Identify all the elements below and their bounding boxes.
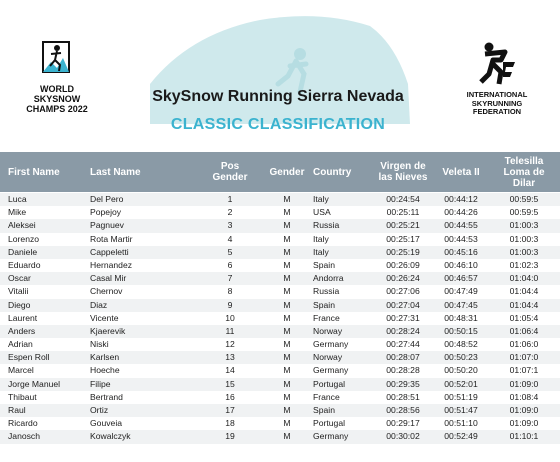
cell-gender: M	[283, 259, 291, 270]
cell-virgen: 00:30:02	[386, 431, 420, 442]
cell-virgen: 00:25:11	[386, 207, 420, 218]
cell-veleta: 00:48:31	[444, 312, 478, 323]
cell-country: Germany	[313, 431, 349, 442]
table-header	[0, 152, 560, 192]
cell-gender: M	[283, 391, 291, 402]
cell-last-name: Chernov	[90, 286, 123, 297]
cell-last-name: Hernandez	[90, 259, 133, 270]
table-row	[0, 430, 560, 443]
cell-country: Germany	[313, 365, 349, 376]
right-logo-line-3: FEDERATION	[472, 107, 522, 116]
isf-logo-icon	[475, 40, 519, 86]
left-logo-line-1: WORLD	[40, 84, 74, 94]
cell-first-name: Thibaut	[8, 391, 37, 402]
cell-gender: M	[283, 339, 291, 350]
cell-veleta: 00:47:45	[444, 299, 478, 310]
cell-gender: M	[283, 207, 291, 218]
cell-pos-gender: 4	[227, 233, 233, 244]
table-row	[0, 417, 560, 430]
col-telesilla: Telesilla Loma de Dilar	[503, 155, 545, 189]
right-logo-line-1: INTERNATIONAL	[466, 90, 528, 99]
cell-country: Italy	[313, 246, 329, 257]
cell-last-name: Kowalczyk	[90, 431, 131, 442]
cell-veleta: 00:44:55	[444, 220, 478, 231]
cell-gender: M	[283, 246, 291, 257]
cell-pos-gender: 8	[227, 286, 233, 297]
table-row	[0, 325, 560, 338]
cell-virgen: 00:26:09	[386, 259, 420, 270]
cell-first-name: Espen Roll	[8, 352, 50, 363]
table-row	[0, 312, 560, 325]
cell-virgen: 00:28:56	[386, 405, 420, 415]
cell-virgen: 00:24:54	[386, 194, 420, 204]
cell-pos-gender: 18	[225, 418, 235, 429]
cell-gender: M	[283, 352, 291, 363]
cell-last-name: Kjaerevik	[90, 325, 126, 336]
cell-virgen: 00:25:19	[386, 246, 420, 257]
cell-country: France	[313, 391, 340, 402]
cell-telesilla: 01:09:0	[509, 418, 539, 429]
cell-telesilla: 01:09:0	[509, 378, 539, 389]
cell-gender: M	[283, 220, 291, 231]
table-row	[0, 391, 560, 404]
cell-pos-gender: 6	[227, 259, 233, 270]
cell-country: Italy	[313, 233, 329, 244]
cell-gender: M	[283, 233, 291, 244]
cell-telesilla: 01:00:3	[509, 246, 539, 257]
cell-virgen: 00:28:07	[386, 352, 420, 363]
cell-last-name: Vicente	[90, 312, 119, 323]
cell-last-name: Ortiz	[90, 405, 109, 415]
runner-figure-icon	[37, 38, 77, 84]
cell-gender: M	[283, 365, 291, 376]
cell-last-name: Filipe	[90, 378, 111, 389]
cell-virgen: 00:25:21	[386, 220, 420, 231]
cell-first-name: Adrian	[8, 339, 33, 350]
cell-virgen: 00:29:17	[386, 418, 420, 429]
cell-last-name: Casal Mir	[90, 273, 127, 284]
mountain-silhouette-icon	[150, 14, 410, 124]
cell-telesilla: 01:00:3	[509, 220, 539, 231]
cell-pos-gender: 11	[225, 325, 235, 336]
cell-veleta: 00:52:01	[444, 378, 478, 389]
table-row	[0, 378, 560, 391]
cell-first-name: Raul	[8, 405, 26, 415]
cell-veleta: 00:51:10	[444, 418, 478, 429]
cell-last-name: Gouveia	[90, 418, 123, 429]
cell-pos-gender: 19	[225, 431, 235, 442]
table-row	[0, 259, 560, 272]
classification-table	[0, 152, 545, 462]
cell-last-name: Cappeletti	[90, 246, 129, 257]
cell-veleta: 00:44:26	[444, 207, 478, 218]
table-row	[0, 364, 560, 377]
cell-veleta: 00:51:19	[444, 391, 478, 402]
cell-telesilla: 01:04:4	[509, 286, 539, 297]
page-title: SkySnow Running Sierra Nevada	[152, 88, 404, 105]
table-row	[0, 299, 560, 312]
cell-pos-gender: 15	[225, 378, 235, 389]
cell-gender: M	[283, 312, 291, 323]
cell-pos-gender: 7	[227, 273, 233, 284]
cell-telesilla: 01:02:3	[509, 259, 539, 270]
cell-first-name: Janosch	[8, 431, 41, 442]
cell-telesilla: 01:04:4	[509, 299, 539, 310]
col-country: Country	[313, 166, 352, 178]
table-row	[0, 246, 560, 259]
table-row	[0, 285, 560, 298]
cell-virgen: 00:29:35	[386, 378, 420, 389]
cell-first-name: Laurent	[8, 312, 38, 323]
cell-first-name: Mike	[8, 207, 27, 218]
cell-pos-gender: 14	[225, 365, 235, 376]
cell-pos-gender: 3	[227, 220, 233, 231]
cell-pos-gender: 17	[225, 405, 235, 415]
cell-virgen: 00:27:04	[386, 299, 420, 310]
cell-country: Spain	[313, 299, 335, 310]
cell-first-name: Diego	[8, 299, 31, 310]
cell-country: Italy	[313, 194, 329, 204]
cell-country: Germany	[313, 339, 349, 350]
col-gender: Gender	[269, 166, 305, 178]
cell-veleta: 00:44:53	[444, 233, 478, 244]
cell-telesilla: 01:00:3	[509, 233, 539, 244]
cell-first-name: Oscar	[8, 273, 31, 284]
cell-gender: M	[283, 418, 291, 429]
cell-veleta: 00:50:23	[444, 352, 478, 363]
cell-first-name: Daniele	[8, 246, 38, 257]
cell-first-name: Vitalii	[8, 286, 29, 297]
cell-virgen: 00:28:28	[386, 365, 420, 376]
table-row	[0, 206, 560, 219]
cell-last-name: Karlsen	[90, 352, 120, 363]
cell-last-name: Del Pero	[90, 194, 124, 204]
cell-telesilla: 01:08:4	[509, 391, 539, 402]
cell-last-name: Niski	[90, 339, 109, 350]
cell-pos-gender: 16	[225, 391, 235, 402]
cell-virgen: 00:27:44	[386, 339, 420, 350]
cell-first-name: Ricardo	[8, 418, 38, 429]
cell-country: Spain	[313, 405, 335, 415]
table-row	[0, 404, 560, 417]
table-row	[0, 233, 560, 246]
page-subtitle: CLASSIC CLASSIFICATION	[170, 116, 386, 133]
cell-veleta: 00:44:12	[444, 194, 478, 204]
cell-last-name: Diaz	[90, 299, 108, 310]
col-veleta: Veleta II	[442, 166, 480, 178]
cell-country: France	[313, 312, 340, 323]
cell-veleta: 00:46:57	[444, 273, 478, 284]
col-virgen: Virgen de las Nieves	[378, 161, 428, 183]
table-body	[0, 193, 560, 444]
cell-first-name: Lorenzo	[8, 233, 40, 244]
cell-first-name: Anders	[8, 325, 36, 336]
cell-gender: M	[283, 378, 291, 389]
cell-veleta: 00:51:47	[444, 405, 478, 415]
cell-pos-gender: 13	[225, 352, 235, 363]
cell-country: Andorra	[313, 273, 344, 284]
cell-veleta: 00:52:49	[444, 431, 478, 442]
cell-country: Russia	[313, 286, 340, 297]
cell-gender: M	[283, 325, 291, 336]
cell-pos-gender: 10	[225, 312, 235, 323]
cell-country: USA	[313, 207, 331, 218]
cell-first-name: Aleksei	[8, 220, 36, 231]
cell-gender: M	[283, 431, 291, 442]
right-logo-line-2: SKYRUNNING	[471, 98, 523, 108]
cell-last-name: Rota Martir	[90, 233, 133, 244]
table-row	[0, 272, 560, 285]
cell-gender: M	[283, 299, 291, 310]
cell-telesilla: 01:07:1	[509, 365, 539, 376]
cell-virgen: 00:28:24	[386, 325, 420, 336]
cell-veleta: 00:50:15	[444, 325, 478, 336]
cell-gender: M	[283, 194, 291, 204]
cell-virgen: 00:28:51	[386, 391, 420, 402]
table-row	[0, 193, 560, 206]
table-row	[0, 338, 560, 351]
cell-country: Portugal	[313, 418, 346, 429]
left-logo-line-2: SKYSNOW	[33, 94, 81, 104]
cell-gender: M	[283, 286, 291, 297]
cell-telesilla: 01:07:0	[509, 352, 539, 363]
cell-last-name: Pagnuev	[90, 220, 124, 231]
cell-pos-gender: 5	[227, 246, 233, 257]
cell-first-name: Marcel	[8, 365, 34, 376]
cell-country: Portugal	[313, 378, 346, 389]
cell-first-name: Jorge Manuel	[8, 378, 61, 389]
col-pos-gender: Pos Gender	[212, 161, 248, 183]
cell-last-name: Bertrand	[90, 391, 123, 402]
cell-veleta: 00:47:49	[444, 286, 478, 297]
left-logo-line-3: CHAMPS 2022	[26, 104, 88, 114]
cell-country: Spain	[313, 259, 335, 270]
cell-telesilla: 00:59:5	[509, 207, 539, 218]
isf-logo	[452, 40, 542, 117]
cell-pos-gender: 9	[227, 299, 233, 310]
cell-gender: M	[283, 273, 291, 284]
world-skysnow-logo	[22, 38, 92, 114]
cell-pos-gender: 12	[225, 339, 235, 350]
cell-country: Russia	[313, 220, 340, 231]
cell-virgen: 00:26:24	[386, 273, 420, 284]
cell-virgen: 00:27:06	[386, 286, 420, 297]
cell-telesilla: 00:59:5	[509, 194, 539, 204]
cell-telesilla: 01:09:0	[509, 405, 539, 415]
cell-first-name: Eduardo	[8, 259, 41, 270]
cell-pos-gender: 1	[227, 194, 233, 204]
table-row	[0, 219, 560, 232]
cell-last-name: Popejoy	[90, 207, 122, 218]
cell-veleta: 00:45:16	[444, 246, 478, 257]
cell-telesilla: 01:04:0	[509, 273, 539, 284]
cell-telesilla: 01:06:4	[509, 325, 539, 336]
cell-virgen: 00:25:17	[386, 233, 420, 244]
cell-veleta: 00:48:52	[444, 339, 478, 350]
col-first-name: First Name	[8, 166, 60, 178]
cell-veleta: 00:46:10	[444, 259, 478, 270]
cell-country: Norway	[313, 325, 343, 336]
cell-telesilla: 01:10:1	[509, 431, 539, 442]
cell-gender: M	[283, 405, 291, 415]
cell-veleta: 00:50:20	[444, 365, 478, 376]
table-row	[0, 351, 560, 364]
cell-telesilla: 01:06:0	[509, 339, 539, 350]
cell-country: Norway	[313, 352, 343, 363]
col-last-name: Last Name	[90, 166, 141, 178]
cell-virgen: 00:27:31	[386, 312, 420, 323]
cell-pos-gender: 2	[227, 207, 233, 218]
page-header	[0, 0, 534, 148]
cell-telesilla: 01:05:4	[509, 312, 539, 323]
cell-first-name: Luca	[8, 194, 27, 204]
cell-last-name: Hoeche	[90, 365, 120, 376]
